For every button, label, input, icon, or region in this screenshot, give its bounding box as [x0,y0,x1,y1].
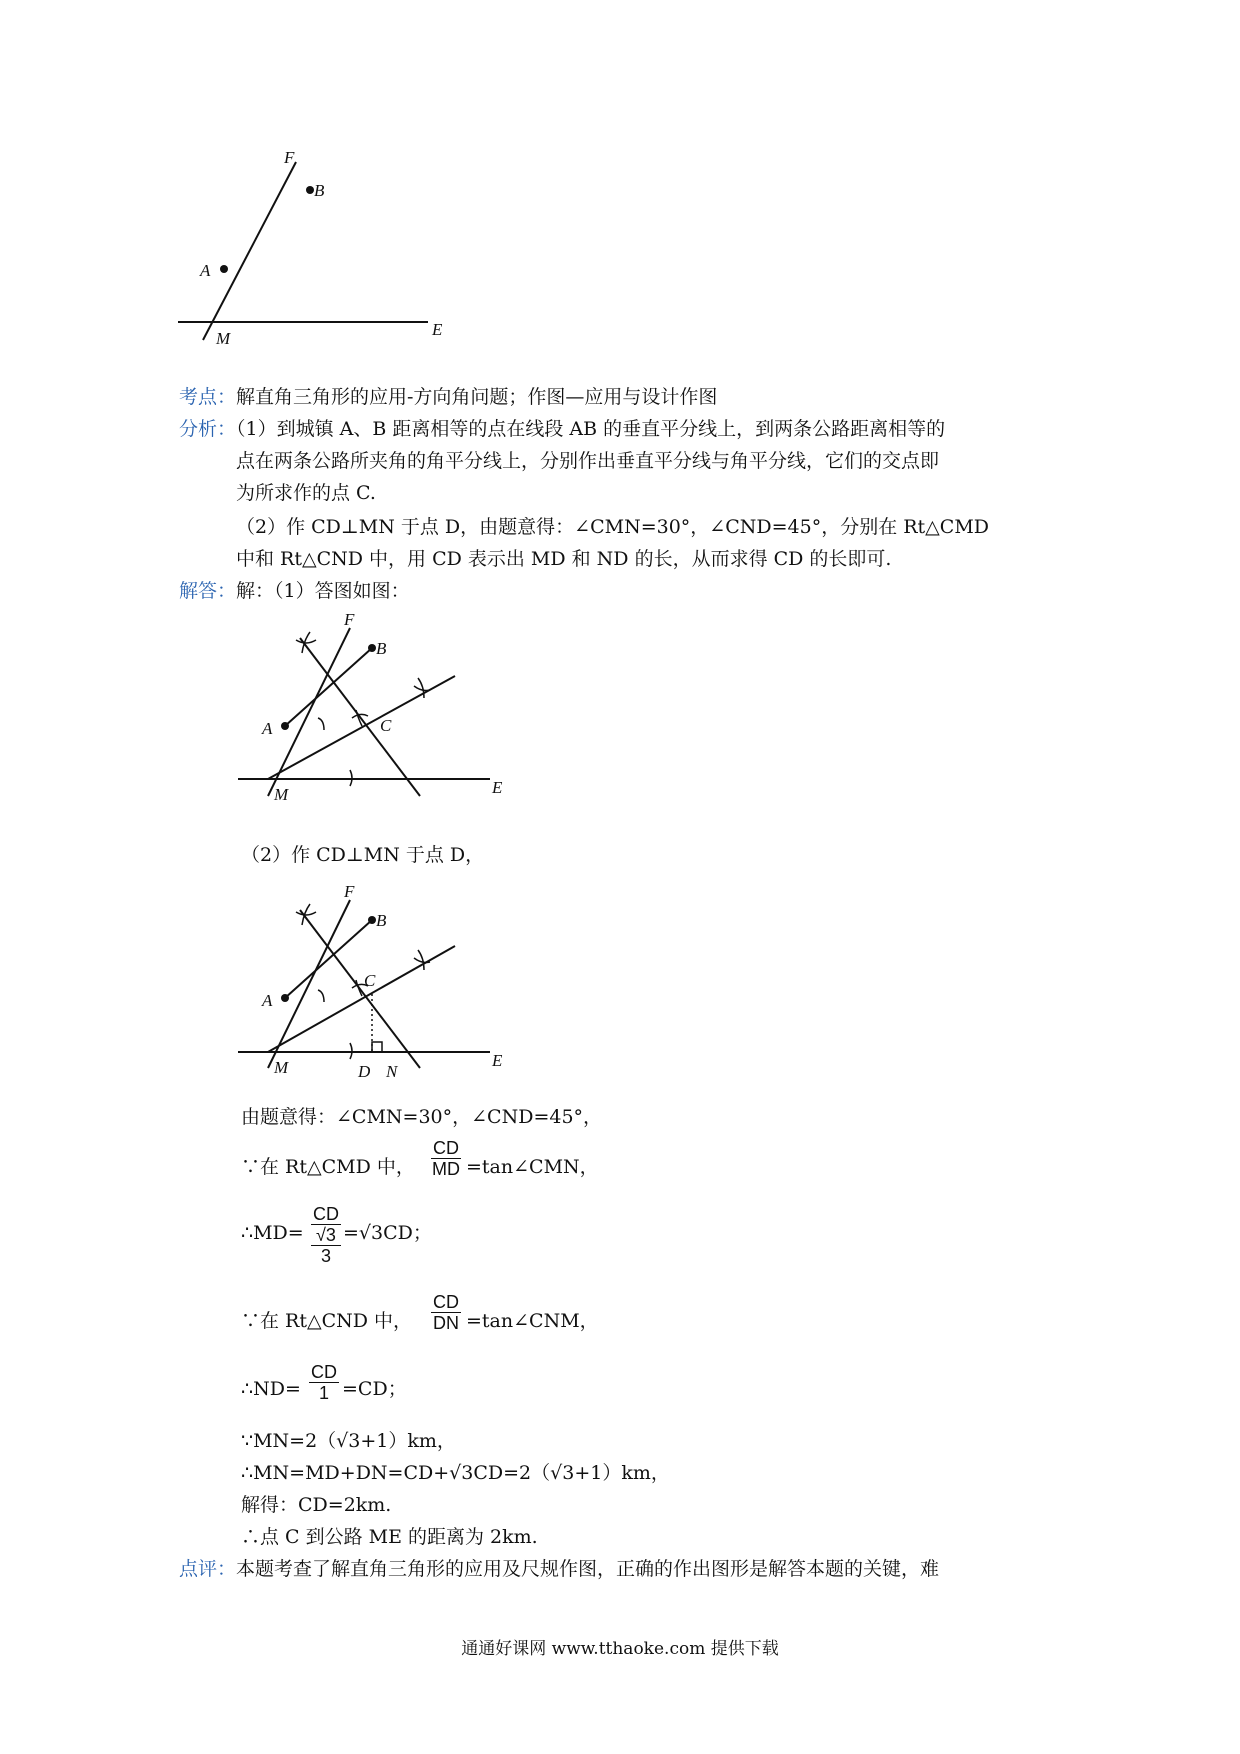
label-a: A [262,991,273,1010]
point-b [368,916,376,924]
solution-line-5-post: =CD； [342,1378,407,1400]
label-m: M [274,785,289,804]
point-a [281,994,289,1002]
fenxi-text-1: （1）到城镇 A、B 距离相等的点在线段 AB 的垂直平分线上，到两条公路距离相等的 [236,418,946,440]
fraction-md [311,1204,341,1266]
dianping-text: 本题考查了解直角三角形的应用及尺规作图，正确的作出图形是解答本题的关键，难 [236,1558,940,1580]
footer: 通通好课网 www.tthaoke.com 提供下载 [461,1639,779,1659]
fraction-nd [309,1362,339,1403]
label-b: B [314,181,325,200]
label-c: C [364,971,376,990]
solution-line-2-post: =tan∠CMN， [466,1156,599,1178]
solution-line-3-post: =√3CD； [343,1222,432,1244]
label-c: C [380,716,392,735]
perpendicular-bisector [300,910,420,1068]
solution-line-9: ∴点 C 到公路 ME 的距离为 2km. [241,1526,538,1548]
jieda-label: 解答： [179,580,237,602]
fraction-num: CD [433,1292,459,1312]
jieda-text: 解：（1）答图如图： [236,580,410,602]
line-mf [268,900,350,1068]
solution-line-8: 解得：CD=2km. [241,1494,392,1516]
solution-line-3: ∴MD= [241,1222,304,1244]
label-d: D [358,1062,371,1081]
solution-line-1: 由题意得：∠CMN=30°，∠CND=45°， [241,1106,603,1128]
kaodian-text: 解直角三角形的应用-方向角问题；作图—应用与设计作图 [236,386,718,408]
solution-line-6: ∵MN=2（√3+1）km， [241,1430,456,1452]
dianping-line [179,1556,939,1582]
solution-line-7: ∴MN=MD+DN=CD+√3CD=2（√3+1）km， [241,1462,670,1484]
label-m: M [216,329,231,348]
label-f: F [344,610,355,629]
fraction-cd-dn [431,1292,461,1333]
fenxi-line-3: 为所求作的点 C. [236,482,376,504]
label-a: A [200,261,211,280]
fraction-den: 1 [318,1383,329,1403]
dianping-label: 点评： [179,1558,237,1580]
step2-line: （2）作 CD⊥MN 于点 D， [241,844,485,866]
fraction-num: CD [313,1204,339,1224]
fenxi-line-4: （2）作 CD⊥MN 于点 D，由题意得：∠CMN=30°，∠CND=45°，分别在 Rt△CMD [236,516,990,538]
fraction-den-den: 3 [320,1246,331,1266]
label-e: E [492,1051,503,1070]
fenxi-line-2: 点在两条公路所夹角的角平分线上，分别作出垂直平分线与角平分线，它们的交点即 [236,450,940,472]
label-f: F [284,148,295,167]
solution-line-2: ∵在 Rt△CMD 中， [241,1156,415,1178]
fenxi-label: 分析： [179,418,237,440]
solution-line-5: ∴ND= [241,1378,301,1400]
fraction-den: √3 [311,1225,341,1246]
fraction-den: MD [432,1159,460,1179]
label-f: F [344,882,355,901]
label-e: E [492,778,503,797]
solution-line-4: ∵在 Rt△CND 中， [241,1310,413,1332]
right-angle-mark [372,1042,382,1052]
fraction-cd-md [431,1138,461,1179]
fenxi-line-5: 中和 Rt△CND 中，用 CD 表示出 MD 和 ND 的长，从而求得 CD 的长即可. [236,548,892,570]
label-a: A [262,719,273,738]
label-m: M [274,1058,289,1077]
arc-4 [356,980,362,996]
label-b: B [376,639,387,658]
fraction-num: CD [311,1362,337,1382]
solution-line-4-post: =tan∠CNM， [466,1310,599,1332]
fraction-num: CD [433,1138,459,1158]
kaodian-label: 考点： [179,386,237,408]
label-n: N [386,1062,398,1081]
label-b: B [376,911,387,930]
fraction-den: DN [433,1313,459,1333]
label-e: E [432,320,443,339]
arc-7 [318,990,324,1002]
